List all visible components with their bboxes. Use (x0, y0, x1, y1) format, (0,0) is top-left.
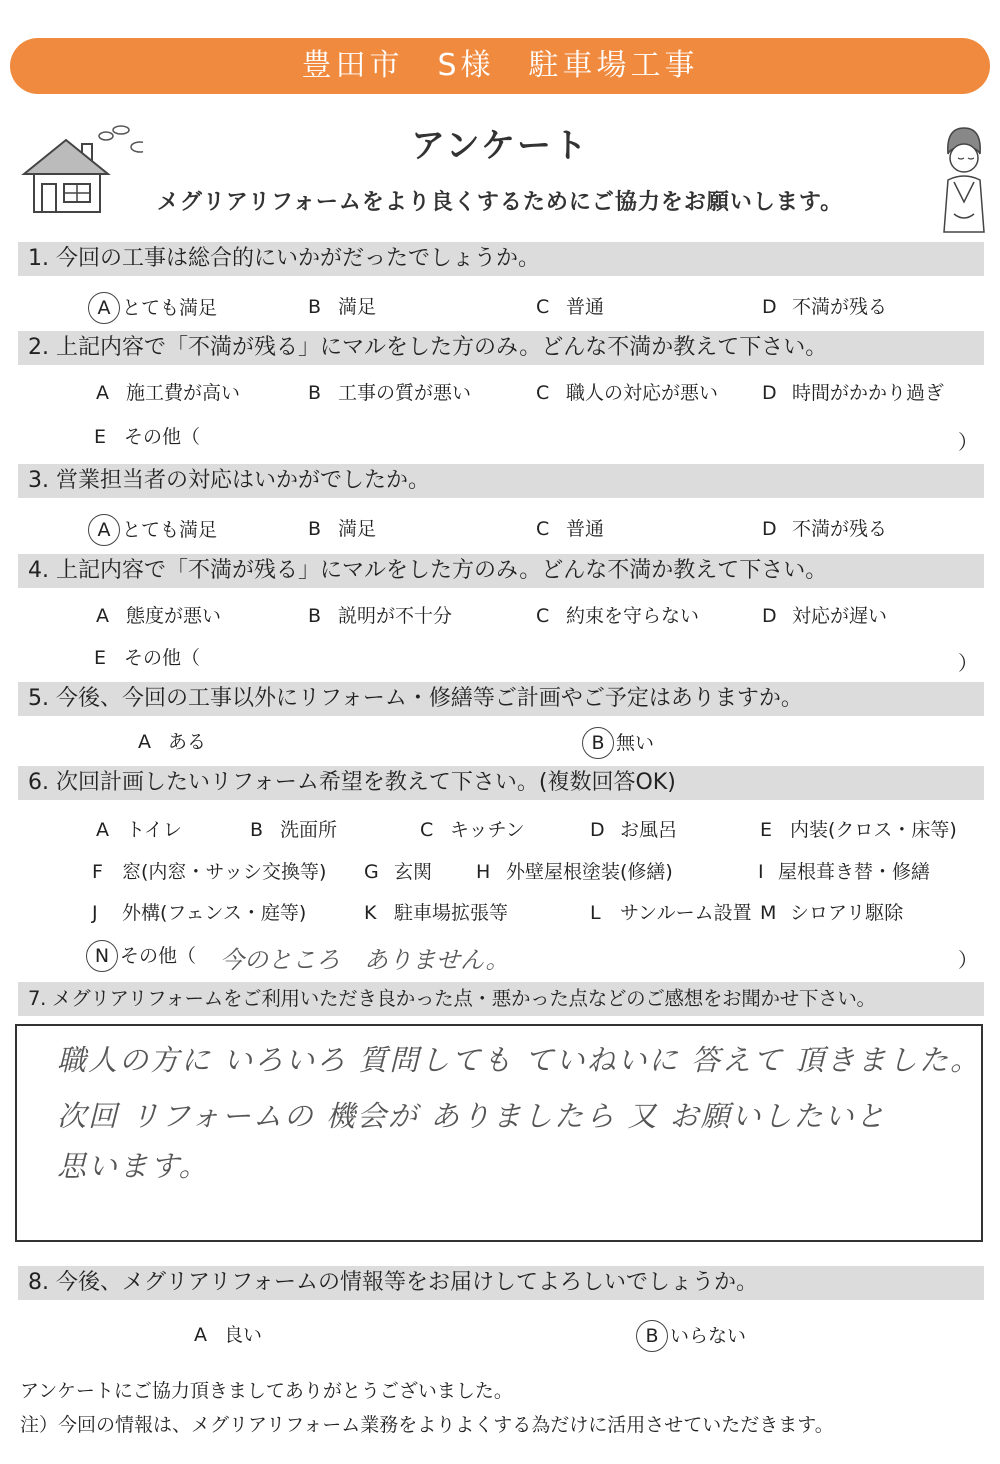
q6-option-k[interactable]: K 駐車場拡張等 (364, 902, 509, 924)
q2-option-d[interactable]: D 時間がかかり過ぎ (762, 382, 945, 404)
q8-option-b[interactable]: B いらない (642, 1320, 746, 1352)
q6-close-paren: ） (958, 948, 978, 972)
q2-close-paren: ） (958, 430, 978, 454)
q4-option-e[interactable]: E その他（ (94, 647, 201, 669)
q4-option-c[interactable]: C 約束を守らない (536, 605, 700, 627)
q4-option-a[interactable]: A 態度が悪い (96, 605, 222, 627)
header-banner: 豊田市 S様 駐車場工事 (10, 38, 990, 94)
q3-option-c[interactable]: C 普通 (536, 518, 605, 540)
q6-option-g[interactable]: G 玄関 (364, 861, 433, 883)
question-6: 6. 次回計画したいリフォーム希望を教えて下さい。(複数回答OK) (18, 766, 984, 800)
q5-option-a[interactable]: A ある (138, 731, 207, 753)
selected-circle: A (88, 292, 120, 324)
q6-option-m[interactable]: M シロアリ駆除 (760, 902, 904, 924)
question-7: 7. メグリアリフォームをご利用いただき良かった点・悪かった点などのご感想をお聞かせ下さい。 (18, 982, 984, 1016)
question-4: 4. 上記内容で「不満が残る」にマルをした方のみ。どんな不満か教えて下さい。 (18, 554, 984, 588)
q3-option-b[interactable]: B 満足 (308, 518, 377, 540)
question-2: 2. 上記内容で「不満が残る」にマルをした方のみ。どんな不満か教えて下さい。 (18, 331, 984, 365)
footer-note: 注）今回の情報は、メグリアリフォーム業務をよりよくする為だけに活用させていただきます。 (20, 1414, 834, 1436)
q6-option-d[interactable]: D お風呂 (590, 819, 678, 841)
selected-circle: B (636, 1320, 668, 1352)
q6-option-j[interactable]: J 外構(フェンス・庭等) (92, 902, 307, 924)
q6-option-a[interactable]: A トイレ (96, 819, 183, 841)
q1-option-d[interactable]: D 不満が残る (762, 296, 888, 318)
q6-option-c[interactable]: C キッチン (420, 819, 525, 841)
q2-option-c[interactable]: C 職人の対応が悪い (536, 382, 719, 404)
q2-option-b[interactable]: B 工事の質が悪い (308, 382, 472, 404)
q4-option-d[interactable]: D 対応が遅い (762, 605, 888, 627)
q2-option-a[interactable]: A 施工費が高い (96, 382, 241, 404)
question-5: 5. 今後、今回の工事以外にリフォーム・修繕等ご計画やご予定はありますか。 (18, 682, 984, 716)
q1-option-c[interactable]: C 普通 (536, 296, 605, 318)
q1-option-b[interactable]: B 満足 (308, 296, 377, 318)
q6-option-h[interactable]: H 外壁屋根塗装(修繕) (476, 861, 673, 883)
question-1: 1. 今回の工事は総合的にいかがだったでしょうか。 (18, 242, 984, 276)
selected-circle: B (582, 727, 614, 759)
selected-circle: N (86, 940, 118, 972)
footer-thanks: アンケートにご協力頂きましてありがとうございました。 (20, 1380, 513, 1402)
q6-option-l[interactable]: L サンルーム設置 (590, 902, 752, 924)
question-8: 8. 今後、メグリアリフォームの情報等をお届けしてよろしいでしょうか。 (18, 1266, 984, 1300)
q5-option-b[interactable]: B 無い (588, 727, 654, 759)
q4-close-paren: ） (958, 651, 978, 675)
question-3: 3. 営業担当者の対応はいかがでしたか。 (18, 464, 984, 498)
page-subtitle: メグリアリフォームをより良くするためにご協力をお願いします。 (156, 190, 844, 215)
comment-line-1: 職人の方に いろいろ 質問しても ていねいに 答えて 頂きました。 (57, 1043, 982, 1077)
q6-option-e[interactable]: E 内装(クロス・床等) (760, 819, 957, 841)
page-title: アンケート (411, 126, 589, 166)
q8-option-a[interactable]: A 良い (194, 1324, 263, 1346)
q6-option-f[interactable]: F 窓(内窓・サッシ交換等) (92, 861, 327, 883)
q2-option-e[interactable]: E その他（ (94, 426, 201, 448)
comment-box[interactable] (15, 1024, 983, 1242)
q1-option-a[interactable]: A とても満足 (94, 292, 217, 324)
q3-option-a[interactable]: A とても満足 (94, 514, 217, 546)
q3-option-d[interactable]: D 不満が残る (762, 518, 888, 540)
selected-circle: A (88, 514, 120, 546)
q6-option-b[interactable]: B 洗面所 (250, 819, 338, 841)
comment-line-3: 思います。 (57, 1149, 210, 1183)
q6-option-i[interactable]: I 屋根葺き替・修繕 (758, 861, 931, 883)
q6-other-answer: 今のところ ありません。 (220, 946, 510, 974)
q4-option-b[interactable]: B 説明が不十分 (308, 605, 453, 627)
comment-line-2: 次回 リフォームの 機会が ありましたら 又 お願いしたいと (57, 1099, 887, 1133)
q6-option-n[interactable]: N その他（ (92, 940, 196, 972)
